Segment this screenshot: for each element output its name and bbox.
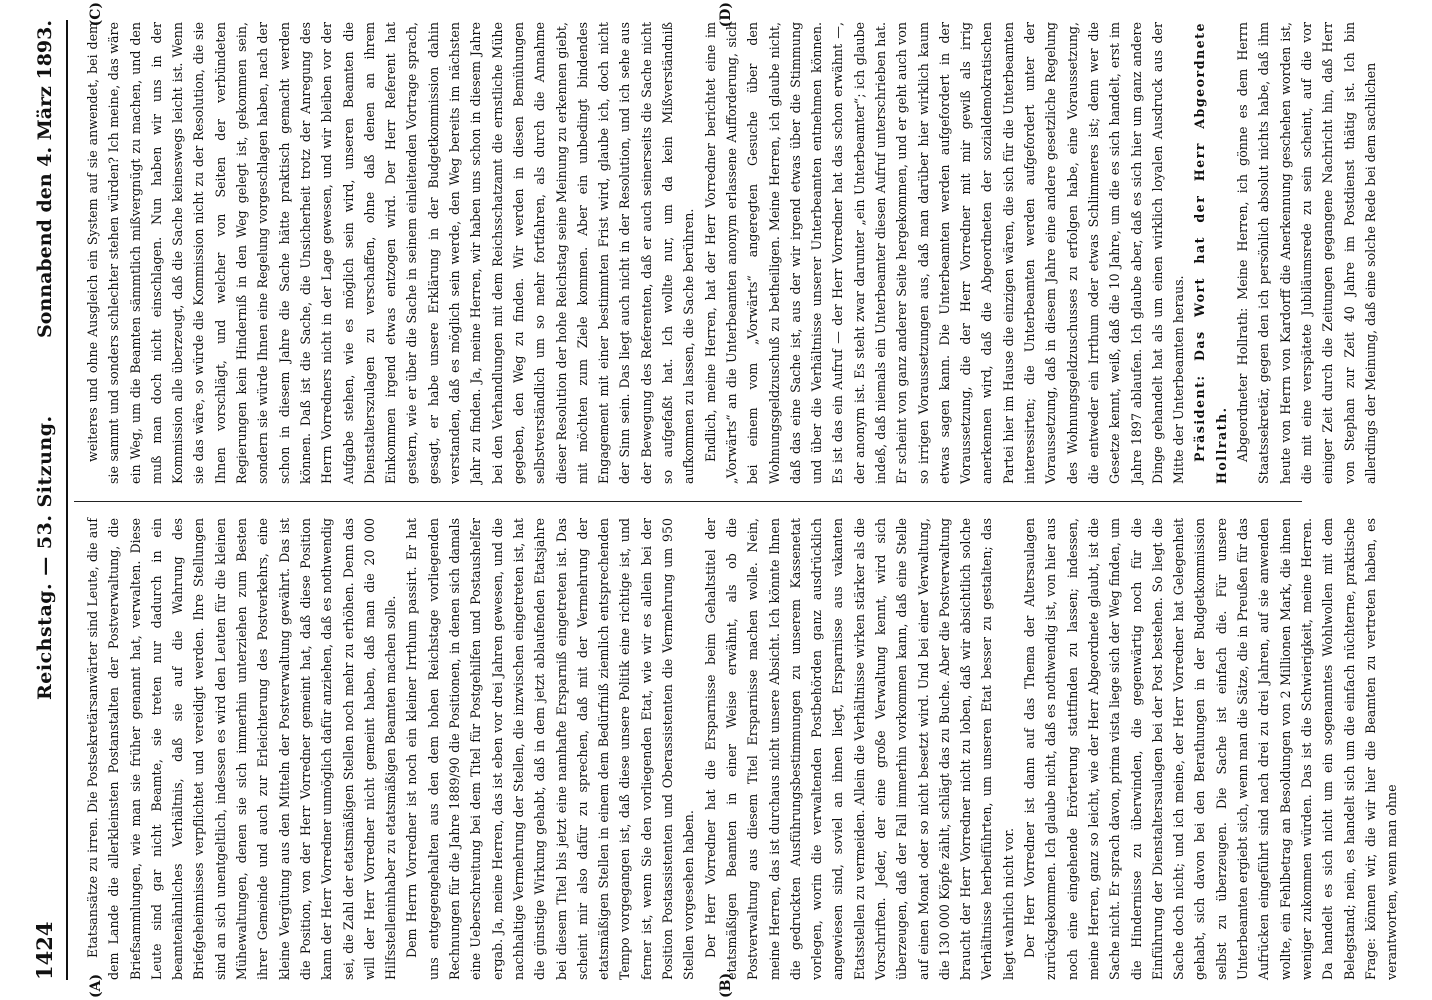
paragraph: Der Herr Vorredner ist dann auf das Thema der Altersaulagen zurückgekommen. Ich glaube nicht, daß es nothwendig ist, von hier aus noch eine eingehende Erörterung stattfinden zu lassen; indessen, meine Herren, ganz so leicht, wie der Herr Abgeordnete glaubt, ist die Sache nicht. Er sprach davon, prima vista liege sich der Weg finden, um die Hindernisse zu überwinden, die gegenwärtig noch für die Einführung der Dienstaltersaulagen bei der Post bestehen. So liegt die Sache doch nicht; und ich meine, der Herr Vorredner hat Gelegenheit gehabt, sich davon bei den Berathungen in der Budgetkommission selbst zu überzeugen. Die Sache ist einfach die. Für unsere Unterbeamten ergiebt sich, wenn man die Sätze, die in Preußen für das Aufrücken eingeführt sind nach drei zu drei Jahren, auf sie anwenden wollte, ein Fehlbetrag an Besoldungen von 2 Millionen Mark, die ihnen weniger zukommen würden. Das ist die Schwierigkeit, meine Herren. Da handelt es sich nicht um ein sogenanntes Wohlwollen mit dem Belegstand; nein, es handelt sich um die einfach nüchterne, praktische Frage: können wir, die wir hier die Beamten zu vertreten haben, es verantworten, wenn man ohne xyxy=(1022,518,1400,980)
speaker-announcement: Präsident: Das Wort hat der Herr Abgeordnete Hollrath. xyxy=(1192,22,1229,484)
text-column-left xyxy=(82,518,1400,980)
running-title: Reichstag. — 53. Sitzung. xyxy=(34,415,56,700)
paragraph: Abgeordneter Hollrath: Meine Herren, ich gönne es dem Herrn Staatssekretär, gegen den ich persönlich absolut nichts habe, daß ihm heute von Herrn von Kardorff die Anerkennung geschehen worden ist, die mit eine verspätete Jubiläumsrede zu sein scheint, auf die vor einiger Zeit durch die Zeitungen gegangene Nachricht hin, daß Herr von Stephan zur Zeit 40 Jahre im Postdienst thätig ist. Ich bin allerdings der Meinung, daß eine solche Rede bei dem sachlichen xyxy=(1235,22,1378,484)
margin-mark-c: (C) xyxy=(88,2,104,27)
margin-mark-d: (D) xyxy=(718,2,734,28)
page-header xyxy=(18,20,68,980)
column-divider xyxy=(74,501,1302,502)
session-date: Sonnabend den 4. März 1893. xyxy=(34,20,56,338)
margin-mark-a: (A) xyxy=(88,973,104,998)
paragraph: weiteres und ohne Ausgleich ein System auf sie anwendet, bei dem sie sammt und sonders schlechter stehen würden? Ich meine, das wäre ein Weg, um die Beamten sämmtlich mißvergnügt zu machen, und den muß man doch nicht einschlagen. Nun haben wir uns in der Kommission alle überzeugt, daß die Sache keineswegs leicht ist. Wenn sie das wäre, so würde die Kommission nicht zu der Resolution, die sie Ihnen vorschlägt, und welcher von Seiten der verbündeten Regierungen kein Hinderniß in den Weg gelegt ist, gekommen sein, sondern sie würde Ihnen eine Regelung vorgeschlagen haben, nach der schon in diesem Jahre die Sache hätte praktisch gemacht werden können. Daß ist die Sache, die Unsicherheit trotz der Anregung des Herrn Vorredners nicht in der Lage gewesen, und wir bleiben vor der Aufgabe stehen, wie es möglich sein wird, unseren Beamten die Dienstalterszulagen zu verschaffen, ohne daß denen an ihrem Einkommen irgend etwas entzogen wird. Der Herr Referent hat gestern, wie er über die Sache in seinem einleitenden Vortrage sprach, gesagt, er habe unsere Erklärung in der Budgetkommission dahin verstanden, daß es möglich sein werde, den Weg bereits im nächsten Jahr zu finden. Ja, meine Herren, wir haben uns schon in diesem Jahre bei den Verhandlungen mit dem Reichsschatzamt die ernstliche Mühe gegeben, den Weg zu finden. Wir werden in diesen Bemühungen selbstverständlich um so mehr fortfahren, als durch die Annahme dieser Resolution der hohe Reichstag seine Meinung zu erkennen giebt, mit möchten zum Ziele kommen. Aber ein unbedingt bindendes Engagement mit einer bestimmten Frist wird, glaube ich, doch nicht der Sinn sein. Das liegt auch nicht in der Resolution, und ich sehe aus der Bewegung des Referenten, daß er auch seinerseits die Sache nicht so aufgefaßt hat. Ich wollte nur, um da kein Mißverständniß aufkommen zu lassen, die Sache berühren. xyxy=(85,22,697,484)
page-number: 1424 xyxy=(32,921,57,980)
page-body xyxy=(18,2,1400,998)
paragraph: Dem Herrn Vorredner ist noch ein kleiner Irrthum passirt. Er hat uns entgegengehalten aus den dem hohen Reichstage vorliegenden Rechnungen für die Jahre 1889/90 die Positionen, in denen sich damals eine Ueberschreitung bei dem Titel für Postgehilfen und Postaushelfer ergab. Ja, meine Herren, das ist eben vor drei Jahren gewesen, und die nachhaltige Vermehrung der Stellen, die inzwischen eingetreten ist, hat die günstige Wirkung gehabt, daß in dem jetzt ablaufenden Etatsjahre bei diesem Titel bis jetzt eine namhafte Ersparniß eingetreten ist. Das scheint mir also dafür zu sprechen, daß mit der Vermehrung der etatsmäßigen Stellen in einem dem Bedürfniß ziemlich entsprechenden Tempo vorgegangen ist, daß diese unsere Politik eine richtige ist, und ferner ist, wenn Sie den vorliegenden Etat, wie wir es allein bei der Position Postassistenten und Oberassistenten die Vermehrung um 950 Stellen vorgesehen haben. xyxy=(404,518,697,980)
paragraph: Etatsansätze zu irren. Die Postsekretärsanwärter sind Leute, die auf dem Lande die allerkleinsten Postanstalten der Postverwaltung, die Briefsammlungen, wie man sie früher genannt hat, verwalten. Diese Leute sind gar nicht Beamte, sie treten nur dadurch in ein beamtenähnliches Verhältnis, daß sie auf die Wahrung des Briefgeheimnisses verpflichtet und vereidigt werden. Ihre Stellungen sind an sich unentgeltlich, indessen es wird den Leuten für die kleinen Mühewaltungen, denen sie sich immerhin unterziehen zum Besten ihrer Gemeinde und auch zur Erleichterung des Postverkehrs, eine kleine Vergütung aus den Mitteln der Postverwaltung gewährt. Das ist die Position, von der Herr Vorredner gemeint hat, daß diese Position kann der Herr Vorredner unmöglich dafür anziehen, daß es nothwendig sei, die Zahl der etatsmäßigen Stellen noch mehr zu erhöhen. Denn das will der Herr Vorredner nicht gemeint haben, daß man die 20 000 Hilfsstelleninhaber zu etatsmäßigen Beamten machen solle. xyxy=(85,518,399,980)
text-column-right xyxy=(82,22,1378,484)
margin-mark-b: (B) xyxy=(718,972,734,998)
paragraph: Der Herr Vorredner hat die Ersparnisse beim Gehaltstitel der etatsmäßigen Beamten in einer Weise erwähnt, als ob die Postverwaltung aus diesem Titel Ersparnisse machen wolle. Nein, meine Herren, das ist durchaus nicht unsere Absicht. Ich könnte Ihnen die gedruckten Ausführungsbestimmungen zu unserem Kassenetat vorlegen, worin die verwaltenden Postbehörden ganz ausdrücklich angewiesen sind, soviel an ihnen liegt, Ersparnisse aus vakanten Etatsstellen zu vermeiden. Allein die Verhältnisse wirken stärker als die Vorschriften. Jeder, der eine große Verwaltung kennt, wird sich überzeugen, daß der Fall immerhin vorkommen kann, daß eine Stelle auf einen Monat oder so nicht besetzt wird. Und bei einer Verwaltung, die 130 000 Köpfe zählt, schlägt das zu Buche. Aber die Postverwaltung braucht der Herr Vorredner nicht zu loben, daß wir absichtlich solche Verhältnisse herbeiführten, um unseren Etat besser zu gestalten; das liegt wahrlich nicht vor. xyxy=(702,518,1016,980)
paragraph: Endlich, meine Herren, hat der Herr Vorredner berichtet eine im „Vorwärts“ an die Unterbeamten anonym erlassene Aufforderung, sich bei einem vom „Vorwärts“ angeregten Gesuche über den Wohnungsgeldzuschuß zu betheiligen. Meine Herren, ich glaube nicht, daß das eine Sache ist, aus der wir irgend etwas über die Stimmung und über die Verhältnisse unserer Unterbeamten entnehmen können. Es ist das ein Aufruf — der Herr Vorredner hat das schon erwähnt —, der anonym ist. Es steht zwar darunter „ein Unterbeamter“; ich glaube indeß, daß niemals ein Unterbeamter diesen Aufruf unterschrieben hat. Er scheint von ganz anderer Seite hergekommen, und er geht auch von so irrigen Voraussetzungen aus, daß man darüber hier wirklich kaum etwas sagen kann. Die Unterbeamten werden aufgefordert in der Voraussetzung, die der Herr Vorredner mit mir gewiß als irrig anerkennen wird, daß die Abgeordneten der sozialdemokratischen Partei hier im Hause die einzigen wären, die sich für die Unterbeamten interessirten; die Unterbeamten werden aufgefordert unter der Voraussetzung, daß in diesem Jahre eine andere gesetzliche Regelung des Wohnungsgeldzuschusses zu erfolgen habe, eine Voraussetzung, die entweder ein Irrthum oder etwas Schlimmeres ist; denn wer die Gesetze kennt, weiß, daß die 10 Jahre, um die es sich handelt, erst im Jahre 1897 ablaufen. Ich glaube aber, daß es sich hier um ganz andere Dinge gehandelt hat als um einen wirklich loyalen Ausdruck aus der Mitte der Unterbeamten heraus. xyxy=(702,22,1187,484)
digitization-credit xyxy=(0,2,1432,27)
